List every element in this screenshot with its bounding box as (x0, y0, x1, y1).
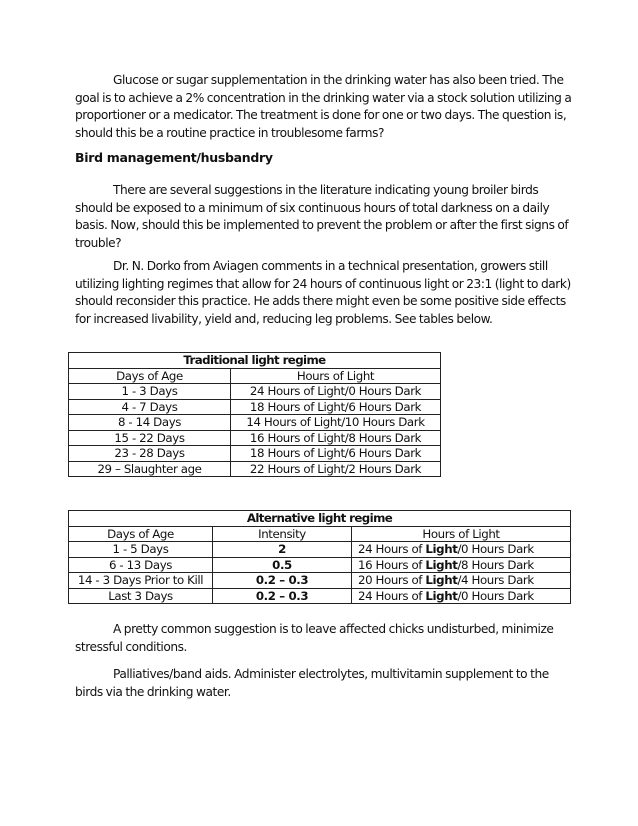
table-row (69, 588, 571, 604)
cell-hours-of-light: 24 Hours of Light/0 Hours Dark (352, 588, 571, 604)
cell-hours-of-light: 14 Hours of Light/10 Hours Dark (231, 415, 441, 431)
cell-hours-of-light: 22 Hours of Light/2 Hours Dark (231, 461, 441, 477)
column-header-hours-of-light: Hours of Light (352, 526, 571, 542)
column-header-days-of-age: Days of Age (69, 368, 231, 384)
cell-days-of-age: 1 - 5 Days (69, 542, 213, 558)
cell-hours-of-light: 16 Hours of Light/8 Hours Dark (231, 430, 441, 446)
cell-hours-of-light: 16 Hours of Light/8 Hours Dark (352, 557, 571, 573)
table-row (69, 461, 441, 477)
cell-days-of-age: 14 - 3 Days Prior to Kill (69, 573, 213, 589)
table-caption: Traditional light regime (69, 353, 441, 369)
cell-hours-of-light: 18 Hours of Light/6 Hours Dark (231, 446, 441, 462)
cell-hours-of-light: 24 Hours of Light/0 Hours Dark (231, 384, 441, 400)
traditional-light-regime-table (68, 352, 441, 477)
table-row (69, 384, 441, 400)
cell-intensity: 0.2 – 0.3 (213, 573, 352, 589)
table-row (69, 415, 441, 431)
table-row (69, 446, 441, 462)
cell-days-of-age: Last 3 Days (69, 588, 213, 604)
cell-hours-of-light: 18 Hours of Light/6 Hours Dark (231, 399, 441, 415)
paragraph-darkness-suggestion: There are several suggestions in the literature indicating young broiler birds should be exposed to a minimum of six continuous hours of total darkness on a daily basis. Now, should this be implemented to prevent the problem or after the first signs of trouble? (75, 183, 569, 250)
column-header-days-of-age: Days of Age (69, 526, 213, 542)
table-caption: Alternative light regime (69, 511, 571, 527)
cell-days-of-age: 23 - 28 Days (69, 446, 231, 462)
table-row (69, 573, 571, 589)
cell-days-of-age: 15 - 22 Days (69, 430, 231, 446)
table-header-row (69, 526, 571, 542)
paragraph-palliatives: Palliatives/band aids. Administer electrolytes, multivitamin supplement to the birds via the drinking water. (75, 667, 549, 699)
cell-intensity: 0.2 – 0.3 (213, 588, 352, 604)
section-heading-bird-management: Bird management/husbandry (75, 150, 273, 165)
paragraph-glucose-supplementation: Glucose or sugar supplementation in the drinking water has also been tried. The goal is to achieve a 2% concentration in the drinking water via a stock solution utilizing a proportioner or a medicator. The treatment is done for one or two days. The question is, should this be a routine practice in troublesome farms? (75, 73, 572, 140)
column-header-intensity: Intensity (213, 526, 352, 542)
table-caption-row (69, 353, 441, 369)
cell-days-of-age: 29 – Slaughter age (69, 461, 231, 477)
table-row (69, 557, 571, 573)
table-row (69, 430, 441, 446)
paragraph-leave-chicks-undisturbed: A pretty common suggestion is to leave affected chicks undisturbed, minimize stressful conditions. (75, 622, 554, 654)
cell-days-of-age: 1 - 3 Days (69, 384, 231, 400)
cell-hours-of-light: 24 Hours of Light/0 Hours Dark (352, 542, 571, 558)
column-header-hours-of-light: Hours of Light (231, 368, 441, 384)
cell-days-of-age: 6 - 13 Days (69, 557, 213, 573)
table-row (69, 399, 441, 415)
cell-intensity: 2 (213, 542, 352, 558)
cell-intensity: 0.5 (213, 557, 352, 573)
table-caption-row (69, 511, 571, 527)
table-header-row (69, 368, 441, 384)
cell-hours-of-light: 20 Hours of Light/4 Hours Dark (352, 573, 571, 589)
paragraph-aviagen-comments: Dr. N. Dorko from Aviagen comments in a technical presentation, growers still utilizing lighting regimes that allow for 24 hours of continuous light or 23:1 (light to dark) should reconsider this practice. He adds there might even be some positive side effects for increased livability, yield and, reducing leg problems. See tables below. (75, 259, 571, 326)
cell-days-of-age: 8 - 14 Days (69, 415, 231, 431)
alternative-light-regime-table (68, 510, 571, 604)
table-row (69, 542, 571, 558)
cell-days-of-age: 4 - 7 Days (69, 399, 231, 415)
